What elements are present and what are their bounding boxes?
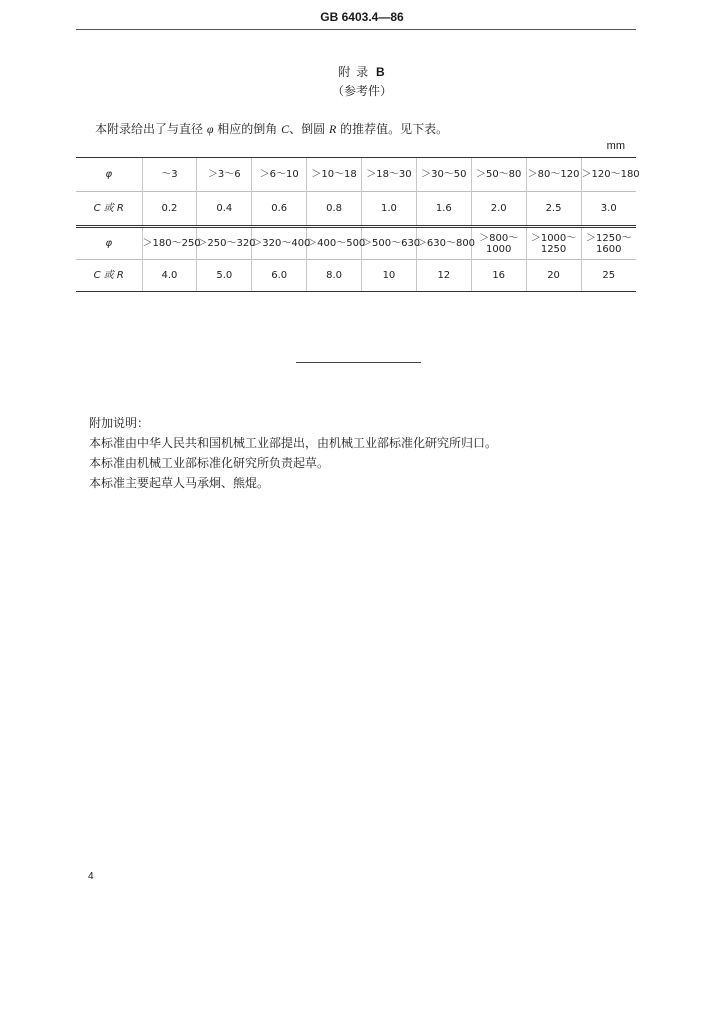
phi-cell: ＞30～50 [416, 158, 471, 192]
intro-c-symbol: C [281, 122, 290, 136]
phi-line-1: ＞800～ [479, 232, 519, 244]
phi-cell: ＞80～120 [526, 158, 581, 192]
cr-cell: 10 [362, 260, 417, 292]
cr-cell: 3.0 [581, 192, 636, 226]
cr-cell: 4.0 [142, 260, 197, 292]
phi-cell [581, 228, 636, 260]
cr-cell: 0.4 [197, 192, 252, 226]
table-row-phi [76, 158, 636, 192]
phi-cell: ＞250～320 [197, 228, 252, 260]
intro-paragraph [95, 120, 448, 137]
phi-cell: ～3 [142, 158, 197, 192]
phi-cell: ＞10～18 [307, 158, 362, 192]
appendix-subtitle: （参考件） [331, 84, 392, 98]
page-number: 4 [88, 871, 94, 882]
appendix-letter: B [375, 65, 386, 79]
unit-label: mm [606, 140, 625, 152]
table-row-phi [76, 228, 636, 260]
additional-notes [89, 413, 497, 493]
phi-line-1: ＞1250～ [586, 232, 632, 244]
phi-line-2: 1600 [596, 243, 622, 255]
phi-cell: ＞400～500 [307, 228, 362, 260]
phi-line-2: 1000 [485, 243, 512, 255]
intro-text-1: 本附录给出了与直径 [95, 122, 207, 136]
appendix-title-text: 附 录 [338, 65, 370, 79]
cr-cell: 12 [416, 260, 471, 292]
section-divider [296, 362, 421, 363]
cr-cell: 25 [581, 260, 636, 292]
row-label-phi: φ [76, 158, 142, 192]
table-row-cr [76, 192, 636, 226]
notes-line: 本标准主要起草人马承炯、熊焜。 [89, 476, 270, 490]
notes-line: 本标准由机械工业部标准化研究所负责起草。 [89, 456, 330, 470]
intro-r-symbol: R [328, 122, 337, 136]
phi-cell: ＞3～6 [197, 158, 252, 192]
table-row-cr [76, 260, 636, 292]
phi-cell: ＞18～30 [362, 158, 417, 192]
phi-line-1: ＞1000～ [530, 232, 577, 244]
row-label-phi: φ [76, 228, 142, 260]
intro-text-2: 相应的倒角 [213, 122, 282, 136]
phi-cell: ＞630～800 [416, 228, 471, 260]
phi-line-2: 1250 [540, 243, 567, 255]
phi-cell: ＞50～80 [471, 158, 526, 192]
row-label-cr: C 或 R [76, 260, 142, 292]
phi-cell: ＞500～630 [362, 228, 417, 260]
cr-cell: 1.0 [362, 192, 417, 226]
cr-cell: 20 [526, 260, 581, 292]
intro-text-3: 、倒圆 [289, 122, 329, 136]
cr-cell: 0.8 [307, 192, 362, 226]
intro-text-4: 的推荐值。见下表。 [336, 122, 449, 136]
cr-cell: 2.5 [526, 192, 581, 226]
header-rule [76, 29, 636, 30]
phi-cell: ＞120～180 [581, 158, 636, 192]
phi-cell [526, 228, 581, 260]
notes-heading: 附加说明： [89, 416, 150, 430]
cr-cell: 1.6 [416, 192, 471, 226]
cr-cell: 2.0 [471, 192, 526, 226]
phi-cell [471, 228, 526, 260]
cr-cell: 5.0 [197, 260, 252, 292]
cr-cell: 6.0 [252, 260, 307, 292]
phi-cell: ＞180～250 [142, 228, 197, 260]
standard-number: GB 6403.4—86 [320, 10, 404, 24]
phi-cell: ＞320～400 [252, 228, 307, 260]
appendix-title [0, 63, 724, 80]
chamfer-table-2 [76, 227, 636, 292]
notes-line: 本标准由中华人民共和国机械工业部提出，由机械工业部标准化研究所归口。 [89, 436, 498, 450]
chamfer-table-1 [76, 157, 640, 226]
cr-cell: 8.0 [307, 260, 362, 292]
cr-cell: 16 [471, 260, 526, 292]
row-label-cr: C 或 R [76, 192, 142, 226]
cr-cell: 0.6 [252, 192, 307, 226]
phi-cell: ＞6～10 [252, 158, 307, 192]
cr-cell: 0.2 [142, 192, 197, 226]
intro-phi-symbol: φ [206, 122, 214, 136]
